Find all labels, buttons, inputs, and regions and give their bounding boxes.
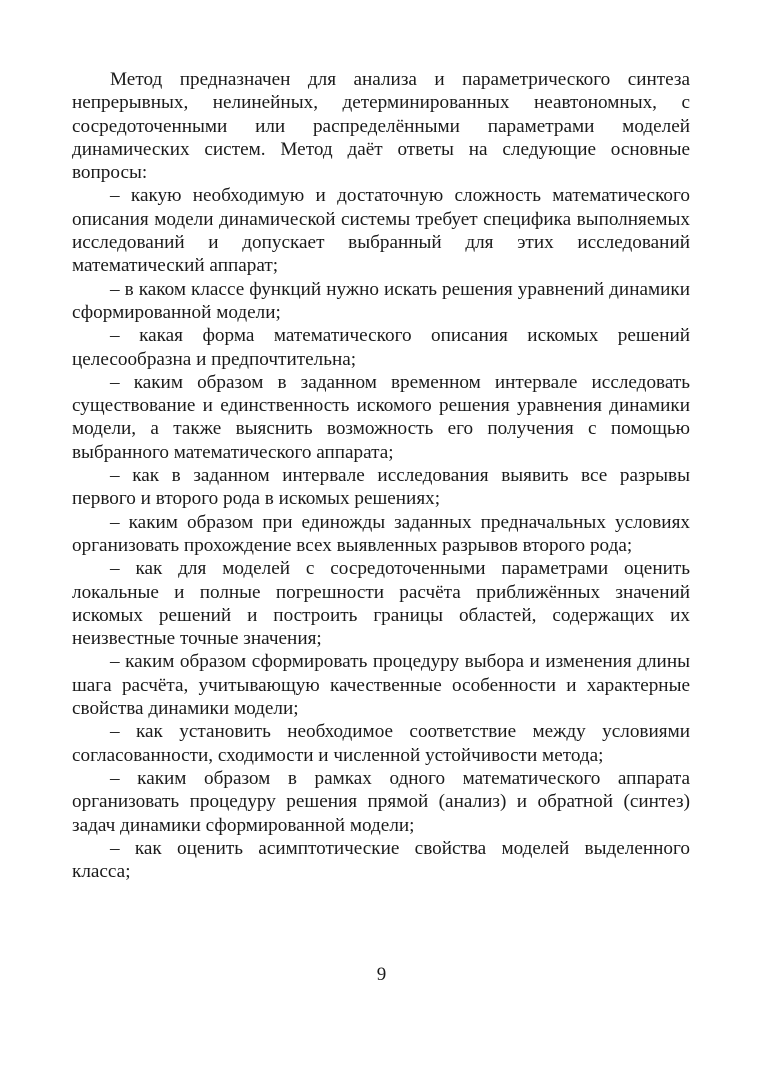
- list-item-discontinuities: – как в заданном интервале исследования выявить все разрывы первого и второго рода в искомых решениях;: [72, 465, 690, 510]
- page-number: 9: [376, 964, 387, 985]
- list-item-step-size: – каким образом сформировать процедуру выбора и изменения длины шага расчёта, учитывающую качественные особенности и характерные свойства динамики модели;: [72, 651, 690, 720]
- paragraph-intro: Метод предназначен для анализа и параметрического синтеза непрерывных, нелинейных, детерминированных неавтономных, с сосредоточенными или распределёнными параметрами моделей динамических систем. Метод даёт ответы на следующие основные вопросы:: [72, 69, 690, 184]
- list-item-direct-inverse: – каким образом в рамках одного математического аппарата организовать процедуру решения прямой (анализ) и обратной (синтез) задач динамики сформированной модели;: [72, 767, 690, 836]
- list-item-error-estimation: – как для моделей с сосредоточенными параметрами оценить локальные и полные погрешности расчёта приближённых значений искомых решений и построить границы областей, содержащих их неизвестные точные значения;: [72, 558, 690, 650]
- list-item-model-complexity: – какую необходимую и достаточную сложность математического описания модели динамической системы требует специфика выполняемых исследований и допускает выбранный для этих исследований математический аппарат;: [72, 185, 690, 277]
- page-body: [72, 68, 690, 883]
- list-item-asymptotic: – как оценить асимптотические свойства моделей выделенного класса;: [72, 837, 690, 883]
- list-item-second-kind-passage: – каким образом при единожды заданных предначальных условиях организовать прохождение всех выявленных разрывов второго рода;: [72, 511, 690, 556]
- list-item-function-class: – в каком классе функций нужно искать решения уравнений динамики сформированной модели;: [72, 278, 690, 323]
- list-item-existence-uniqueness: – каким образом в заданном временном интервале исследовать существование и единственность искомого решения уравнения динамики модели, а также выяснить возможность его получения с помощью выбранного математического аппарата;: [72, 371, 690, 463]
- list-item-description-form: – какая форма математического описания искомых решений целесообразна и предпочтительна;: [72, 325, 690, 370]
- list-item-consistency-convergence: – как установить необходимое соответствие между условиями согласованности, сходимости и численной устойчивости метода;: [72, 721, 690, 766]
